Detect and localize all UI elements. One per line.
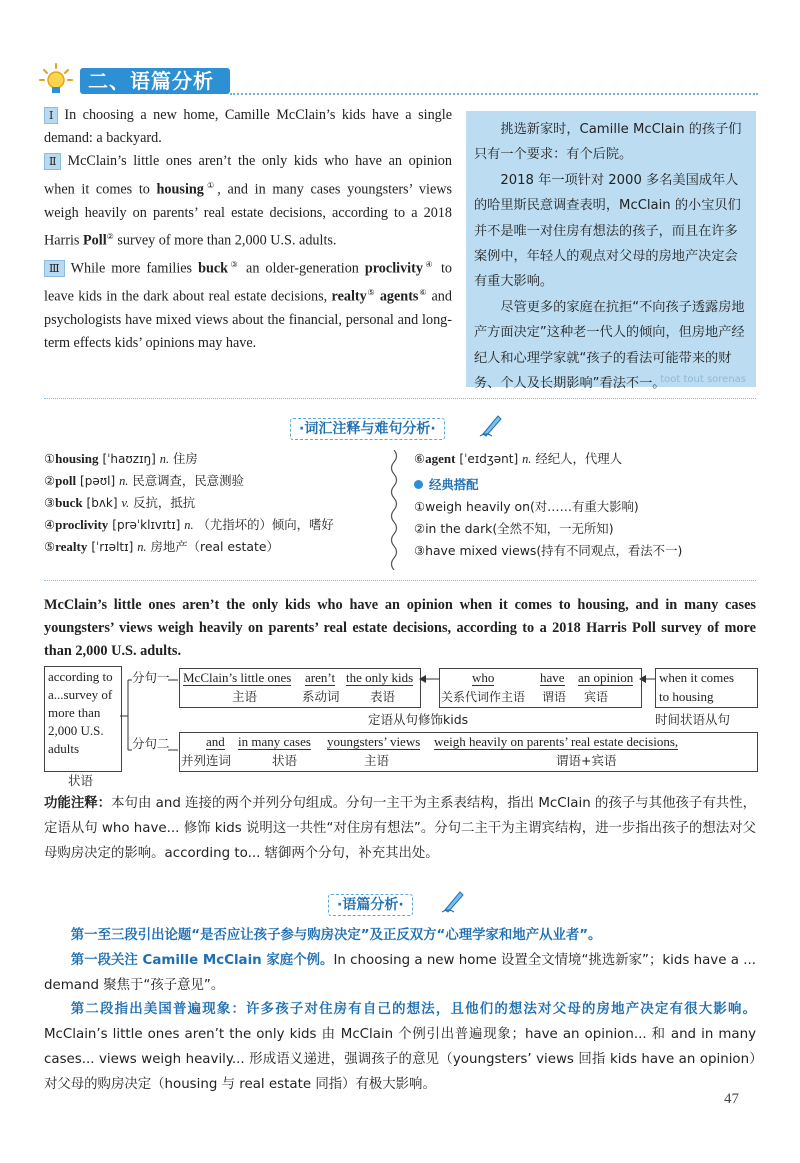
collocation-item: ①weigh heavily on(对……有重大影响) — [414, 499, 639, 514]
clause-1-label: 分句一 — [132, 670, 170, 685]
translation-box — [466, 111, 756, 392]
vocab-word: agents — [379, 288, 419, 305]
paragraph-number: Ⅲ — [44, 260, 65, 277]
paragraph-1: Ⅰ In choosing a new home, Camille McClain’s kids have a single demand: a backyard. — [44, 107, 452, 147]
translation-paragraph: 挑选新家时，Camille McClain 的孩子们只有一个要求：有个后院。 — [474, 122, 742, 163]
vocab-list-right — [414, 448, 754, 562]
translation-paragraph: 尽管更多的家庭在抗拒“不向孩子透露房地产方面决定”这种老一代人的倾向，但房地产经纪人和心理学家就“孩子的看法可能带来的财务、个人及长期影响”看法不一。 — [474, 299, 745, 392]
paragraph-2: Ⅱ McClain’s little ones aren’t the only kids who have an opinion when it comes to housing①, and in many cases youngsters’ views weigh heavily on parents’ real estate decisions, according to a 2018 Harris Poll② survey of more than 2,000 U.S. adults. — [44, 153, 453, 249]
adverbial-clause-label: 时间状语从句 — [655, 712, 731, 727]
clause-2-label: 分句二 — [132, 736, 170, 751]
vocab-word: proclivity — [364, 260, 423, 277]
vocab-word: buck — [198, 260, 229, 277]
vocab-entry: ⑥agent [ˈeɪdʒənt] n. 经纪人，代理人 — [414, 451, 623, 466]
bullet-icon — [414, 480, 423, 489]
vocab-entry: ⑤realty [ˈrɪəltɪ] n. 房地产（real estate） — [44, 539, 279, 554]
paragraph-number: Ⅱ — [44, 153, 61, 170]
analysis-text — [44, 924, 756, 1098]
vocab-entry: ①housing [ˈhaʊzɪŋ] n. 住房 — [44, 451, 198, 466]
function-note: 功能注释：本句由 and 连接的两个并列分句组成。分句一主干为主系表结构，指出 McClain 的孩子与其他孩子有共性，定语从句 who have... 修饰 kids 说明这一共性“对住房有想法”。分句二主干为主谓宾结构，进一步指出孩子的想法对父母购房决定的影响。according to... 辖御两个分句，补充其出处。 — [44, 796, 757, 861]
vocab-word: Poll — [83, 232, 107, 249]
analysis-section-tag — [328, 894, 413, 914]
vocab-entry: ②poll [pəʊl] n. 民意调查，民意测验 — [44, 473, 244, 488]
difficult-sentence: McClain’s little ones aren’t the only kids who have an opinion when it comes to housing, and in many cases youngsters’ views weigh heavily on parents’ real estate decisions, according to a 2018 Harris Poll survey of more than 2,000 U.S. adults. — [44, 597, 756, 659]
lightbulb-icon — [38, 62, 74, 98]
paragraph-number: Ⅰ — [44, 107, 58, 124]
coil-divider — [389, 450, 399, 570]
collocation-heading: 经典搭配 — [414, 474, 754, 496]
vocab-word: housing — [156, 181, 204, 198]
collocation-item: ③have mixed views(持有不同观点，看法不一) — [414, 543, 683, 558]
analysis-para-2: 第一段关注 Camille McClain 家庭个例。In choosing a new home 设置全文情境“挑选新家”；kids have a ... demand 聚焦于“孩子意见”。 — [44, 952, 756, 993]
vocab-list — [44, 448, 384, 558]
relative-clause-label: 定语从句修饰kids — [368, 712, 469, 727]
vocab-word: realty — [331, 288, 367, 305]
left-box-label: 状语 — [68, 773, 94, 788]
vocab-entry: ③buck [bʌk] v. 反抗，抵抗 — [44, 495, 196, 510]
section-title: 二、语篇分析 — [88, 69, 214, 93]
page-number: 47 — [724, 1091, 739, 1107]
divider — [44, 580, 756, 581]
translation-paragraph: 2018 年一项针对 2000 多名美国成年人的哈里斯民意调查表明，McClain 的小宝贝们并不是唯一对住房有想法的孩子，而且在许多案例中，年轻人的观点对父母的房地产决定会有重大影响。 — [474, 172, 741, 290]
faint-text: toot tout sorenas — [660, 374, 746, 385]
analysis-para-3: 第二段指出美国普遍现象：许多孩子对住房有自己的想法，且他们的想法对父母的房地产决定有很大影响。McClain’s little ones aren’t the only kids 由 McClain 个例引出普遍现象；have an opinion... 和 and in many cases... views weigh heavily... 形成语义递进，强调孩子的意见（youngsters’ views 回指 kids have an opinion）对父母的购房决定（housing 与 real estate 同指）有极大影响。 — [44, 1002, 756, 1092]
pen-icon — [440, 888, 466, 914]
vocab-entry: ④proclivity [prəˈklɪvɪtɪ] n. （尤指坏的）倾向，嗜好 — [44, 517, 334, 532]
pen-icon — [478, 412, 504, 438]
collocation-item: ②in the dark(全然不知，一无所知) — [414, 521, 614, 536]
divider — [44, 398, 756, 399]
analysis-section-title: ·语篇分析· — [328, 894, 413, 916]
paragraph-3: Ⅲ While more families buck③ an older-generation proclivity④ to leave kids in the dark about real estate decisions, realty⑤ agents⑥ and psychologists have mixed views about the financial, personal and long-term effects kids’ opinions may have. — [44, 259, 452, 351]
analysis-para-1: 第一至三段引出论题“是否应让孩子参与购房决定”及正反双方“心理学家和地产从业者”。 — [70, 928, 602, 943]
english-passage — [44, 104, 452, 355]
vocab-section-title: ·词汇注释与难句分析· — [290, 418, 445, 440]
section-header — [38, 60, 758, 100]
vocab-section-tag — [290, 418, 445, 438]
